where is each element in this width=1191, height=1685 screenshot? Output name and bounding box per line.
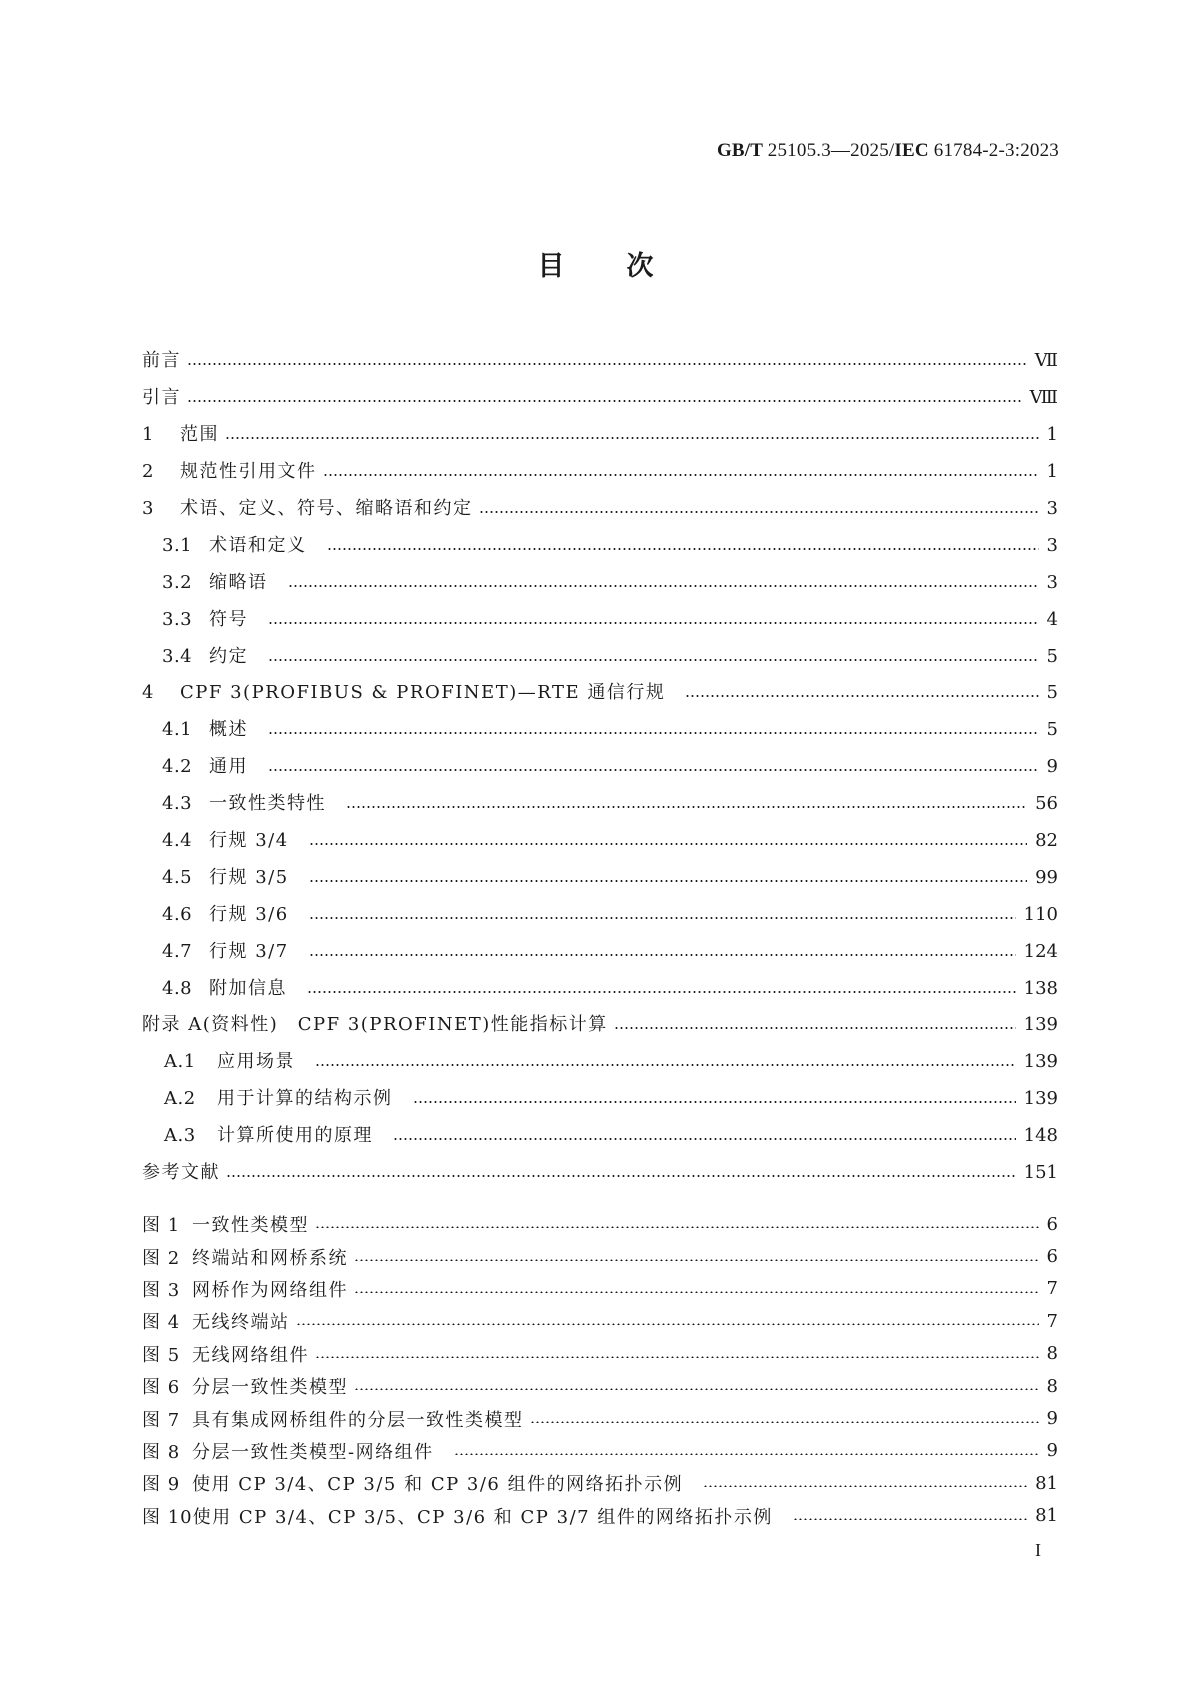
- toc-entry-number: 4.5: [162, 866, 193, 888]
- iec-prefix: IEC: [894, 140, 929, 161]
- toc-entry-page: 139: [1023, 1051, 1058, 1073]
- figure-entry-page: 8: [1046, 1375, 1058, 1397]
- toc-entry-page: 139: [1023, 1014, 1058, 1036]
- dot-leader: [454, 1453, 1039, 1455]
- toc-entry-number: 4.7: [162, 940, 193, 962]
- toc-entry-label: 用于计算的结构示例: [217, 1088, 393, 1110]
- toc-entry-page: Ⅶ: [1034, 350, 1058, 372]
- toc-entry-page: 3: [1046, 571, 1058, 593]
- toc-entry-page: 4: [1046, 608, 1058, 630]
- toc-entry-label: 行规 3/4: [209, 830, 289, 852]
- figure-entry-number: 图 3: [142, 1279, 181, 1301]
- figure-entry-label: 使用 CP 3/4、CP 3/5、CP 3/6 和 CP 3/7 组件的网络拓扑示例: [192, 1506, 773, 1528]
- toc-entry[interactable]: [142, 454, 1058, 491]
- toc-entry-number: 1: [142, 424, 154, 446]
- dot-leader: [393, 1138, 1016, 1140]
- figure-entry[interactable]: [142, 1500, 1058, 1532]
- toc-entry-label: 前言: [142, 350, 181, 372]
- dot-leader: [479, 511, 1039, 513]
- figure-entry-page: 6: [1046, 1213, 1058, 1235]
- toc-entry-number: 4.1: [162, 719, 193, 741]
- toc-entry[interactable]: [142, 417, 1058, 454]
- toc-entry-label: 计算所使用的原理: [217, 1125, 373, 1147]
- toc-entry[interactable]: [142, 896, 1058, 933]
- toc-entry-label: 附录 A(资料性) CPF 3(PROFINET)性能指标计算: [142, 1014, 608, 1036]
- figure-list: [142, 1208, 1058, 1532]
- figure-entry-label: 网桥作为网络组件: [192, 1279, 348, 1301]
- toc-entry-number: 2: [142, 461, 154, 483]
- figure-entry[interactable]: [142, 1370, 1058, 1402]
- figure-entry-number: 图 10: [142, 1506, 193, 1528]
- figure-entry-label: 一致性类模型: [192, 1215, 309, 1237]
- toc-entry[interactable]: [142, 1118, 1058, 1155]
- toc-entry-label: 行规 3/6: [209, 903, 289, 925]
- toc-entry-number: 4.4: [162, 830, 193, 852]
- toc-entry-page: 110: [1023, 903, 1058, 925]
- figure-entry-label: 具有集成网桥组件的分层一致性类模型: [192, 1409, 524, 1431]
- toc-entry-label: 一致性类特性: [209, 793, 326, 815]
- figure-entry[interactable]: [142, 1273, 1058, 1305]
- dot-leader: [315, 1226, 1039, 1228]
- figure-entry-page: 9: [1046, 1408, 1058, 1430]
- figure-entry-page: 7: [1046, 1310, 1058, 1332]
- toc-entry-label: CPF 3(PROFIBUS & PROFINET)—RTE 通信行规: [180, 682, 666, 704]
- figure-entry-number: 图 4: [142, 1312, 181, 1334]
- figure-entry-number: 图 2: [142, 1247, 181, 1269]
- dot-leader: [288, 585, 1039, 587]
- toc-entry[interactable]: [142, 786, 1058, 823]
- figure-entry-number: 图 7: [142, 1409, 181, 1431]
- toc-entry-page: 151: [1023, 1162, 1058, 1184]
- toc-entry[interactable]: [142, 380, 1058, 417]
- dot-leader: [187, 363, 1027, 365]
- toc-entry-page: 138: [1023, 977, 1058, 999]
- dot-leader: [354, 1291, 1039, 1293]
- figure-entry-label: 无线网络组件: [192, 1344, 309, 1366]
- toc-entry[interactable]: [142, 343, 1058, 380]
- toc-entry[interactable]: [142, 823, 1058, 860]
- toc-entry-label: 符号: [209, 608, 248, 630]
- table-of-contents: [142, 343, 1058, 1191]
- page-title: 目次: [537, 251, 716, 282]
- toc-entry-label: 引言: [142, 387, 181, 409]
- figure-entry[interactable]: [142, 1402, 1058, 1434]
- toc-entry-label: 约定: [209, 645, 248, 667]
- dot-leader: [309, 954, 1016, 956]
- toc-entry-number: 3.3: [162, 608, 193, 630]
- toc-entry-page: 148: [1023, 1125, 1058, 1147]
- toc-entry[interactable]: [142, 564, 1058, 601]
- toc-entry-label: 规范性引用文件: [180, 461, 317, 483]
- toc-entry-page: 82: [1035, 830, 1058, 852]
- figure-entry[interactable]: [142, 1240, 1058, 1272]
- toc-entry-number: 4.8: [162, 977, 193, 999]
- toc-entry-label: 行规 3/7: [209, 940, 289, 962]
- toc-entry[interactable]: [142, 933, 1058, 970]
- toc-entry-number: A.1: [164, 1051, 196, 1073]
- toc-entry-number: 4: [142, 682, 154, 704]
- figure-entry-page: 6: [1046, 1246, 1058, 1268]
- toc-entry-number: 4.6: [162, 903, 193, 925]
- toc-entry-label: 缩略语: [209, 571, 268, 593]
- toc-entry-page: 1: [1046, 461, 1058, 483]
- toc-entry-number: A.2: [164, 1088, 196, 1110]
- figure-entry-number: 图 6: [142, 1377, 181, 1399]
- toc-entry-label: 术语和定义: [209, 534, 307, 556]
- dot-leader: [793, 1518, 1027, 1520]
- toc-entry[interactable]: [142, 1007, 1058, 1044]
- toc-entry-number: 3.1: [162, 534, 193, 556]
- toc-entry-page: 5: [1046, 719, 1058, 741]
- dot-leader: [296, 1323, 1039, 1325]
- toc-entry-number: A.3: [164, 1125, 196, 1147]
- toc-entry-page: 5: [1046, 682, 1058, 704]
- toc-entry[interactable]: [142, 1155, 1058, 1192]
- dot-leader: [309, 917, 1016, 919]
- standard-number-header: [717, 140, 1059, 162]
- figure-entry-number: 图 8: [142, 1441, 181, 1463]
- figure-entry-label: 终端站和网桥系统: [192, 1247, 348, 1269]
- toc-entry-label: 术语、定义、符号、缩略语和约定: [180, 498, 473, 519]
- toc-entry-label: 行规 3/5: [209, 866, 289, 888]
- figure-entry[interactable]: [142, 1435, 1058, 1467]
- figure-entry-label: 使用 CP 3/4、CP 3/5 和 CP 3/6 组件的网络拓扑示例: [192, 1474, 684, 1496]
- dot-leader: [226, 1175, 1016, 1177]
- dot-leader: [187, 400, 1022, 402]
- toc-entry-label: 附加信息: [209, 977, 287, 999]
- dot-leader: [225, 437, 1039, 439]
- toc-entry-page: 99: [1035, 866, 1058, 888]
- figure-entry-label: 无线终端站: [192, 1312, 290, 1334]
- toc-entry[interactable]: [142, 527, 1058, 564]
- dot-leader: [315, 1064, 1016, 1066]
- figure-entry-number: 图 1: [142, 1215, 181, 1237]
- toc-entry-page: 139: [1023, 1088, 1058, 1110]
- toc-entry-label: 通用: [209, 756, 248, 778]
- figure-entry-label: 分层一致性类模型-网络组件: [192, 1441, 434, 1463]
- figure-entry-page: 8: [1046, 1343, 1058, 1365]
- dot-leader: [685, 695, 1038, 697]
- dot-leader: [323, 474, 1039, 476]
- dot-leader: [309, 880, 1027, 882]
- toc-entry-label: 应用场景: [217, 1051, 295, 1073]
- toc-entry[interactable]: [142, 749, 1058, 786]
- toc-entry-page: Ⅷ: [1029, 387, 1058, 409]
- dot-leader: [346, 806, 1027, 808]
- figure-entry[interactable]: [142, 1338, 1058, 1370]
- toc-entry[interactable]: [142, 1044, 1058, 1081]
- figure-entry-page: 7: [1046, 1278, 1058, 1300]
- dot-leader: [354, 1388, 1039, 1390]
- figure-entry-page: 9: [1046, 1440, 1058, 1462]
- toc-entry[interactable]: [142, 638, 1058, 675]
- standard-number: 25105.3—2025/: [767, 140, 895, 161]
- figure-entry[interactable]: [142, 1305, 1058, 1337]
- dot-leader: [268, 732, 1039, 734]
- toc-entry-page: 3: [1046, 534, 1058, 556]
- dot-leader: [268, 769, 1039, 771]
- toc-entry-label: 概述: [209, 719, 248, 741]
- toc-entry-page: 56: [1035, 793, 1058, 815]
- figure-entry-page: 81: [1035, 1505, 1058, 1527]
- figure-entry-number: 图 5: [142, 1344, 181, 1366]
- toc-entry-number: 3: [142, 498, 154, 519]
- dot-leader: [309, 843, 1027, 845]
- toc-entry[interactable]: [142, 970, 1058, 1007]
- dot-leader: [268, 659, 1039, 661]
- dot-leader: [413, 1101, 1016, 1103]
- toc-entry[interactable]: [142, 491, 1058, 528]
- figure-entry[interactable]: [142, 1467, 1058, 1499]
- toc-entry-label: 参考文献: [142, 1162, 220, 1184]
- dot-leader: [268, 622, 1039, 624]
- iec-number: 61784-2-3:2023: [933, 140, 1059, 161]
- dot-leader: [703, 1485, 1027, 1487]
- dot-leader: [307, 991, 1016, 993]
- toc-entry-page: 3: [1046, 498, 1058, 519]
- toc-entry-number: 4.2: [162, 756, 193, 778]
- figure-entry-label: 分层一致性类模型: [192, 1377, 348, 1399]
- toc-entry-page: 5: [1046, 645, 1058, 667]
- toc-entry-number: 4.3: [162, 793, 193, 815]
- figure-entry-page: 81: [1035, 1472, 1058, 1494]
- dot-leader: [614, 1027, 1016, 1029]
- page-number: I: [1035, 1540, 1041, 1560]
- figure-entry[interactable]: [142, 1208, 1058, 1240]
- toc-entry-number: 3.4: [162, 645, 193, 667]
- toc-entry[interactable]: [142, 675, 1058, 712]
- toc-entry-page: 9: [1046, 756, 1058, 778]
- dot-leader: [315, 1356, 1039, 1358]
- dot-leader: [327, 548, 1039, 550]
- toc-entry-page: 1: [1046, 424, 1058, 446]
- toc-entry[interactable]: [142, 712, 1058, 749]
- standard-prefix: GB/T: [716, 140, 763, 161]
- toc-entry-page: 124: [1023, 940, 1058, 962]
- figure-entry-number: 图 9: [142, 1474, 181, 1496]
- toc-entry-label: 范围: [180, 424, 219, 446]
- toc-entry[interactable]: [142, 1081, 1058, 1118]
- toc-entry[interactable]: [142, 601, 1058, 638]
- toc-entry[interactable]: [142, 859, 1058, 896]
- toc-entry-number: 3.2: [162, 571, 193, 593]
- dot-leader: [530, 1421, 1039, 1423]
- dot-leader: [354, 1259, 1039, 1261]
